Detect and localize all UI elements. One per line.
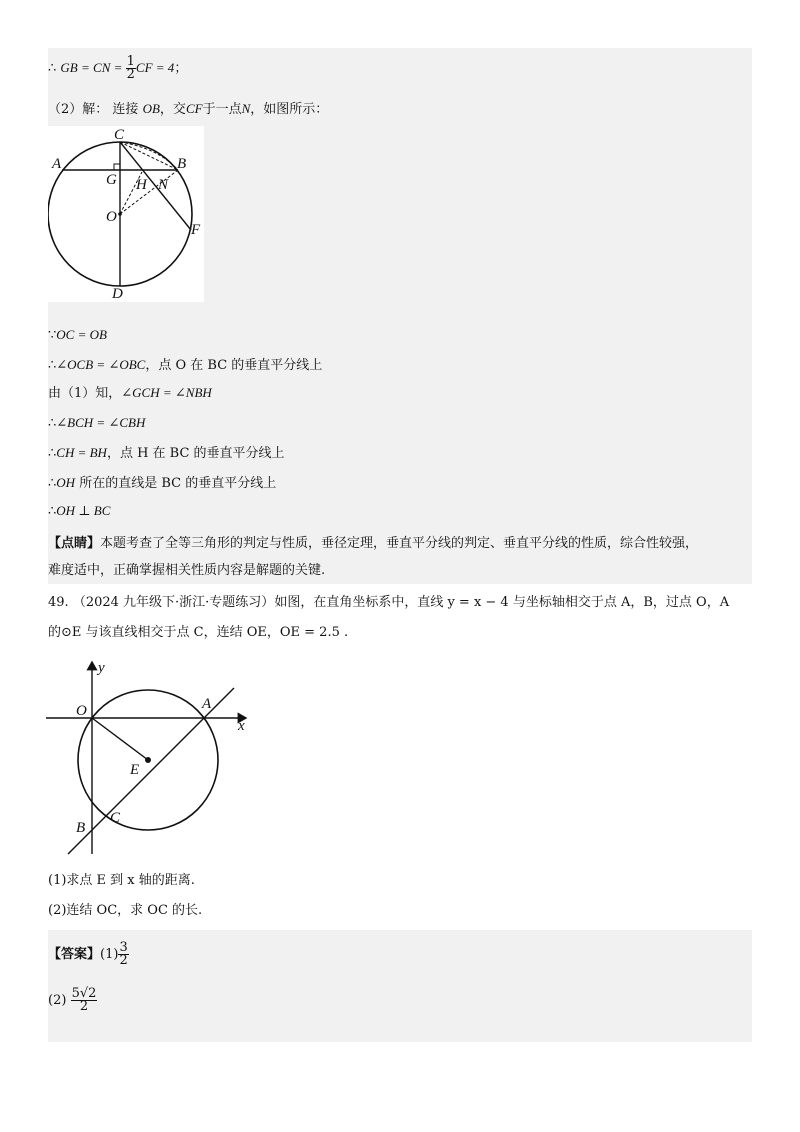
problem-line-1: 49. （2024 九年级下·浙江·专题练习）如图，在直角坐标系中，直线 y = x − 4 与坐标轴相交于点 A，B，过点 O，A bbox=[48, 595, 730, 610]
fig1-label-a: A bbox=[52, 156, 62, 172]
answer-fraction-1: $\frac{3}{2}$ bbox=[119, 940, 128, 968]
geometry-figure-circle bbox=[48, 126, 204, 302]
fig1-label-b: B bbox=[177, 156, 187, 172]
comment-tag: 【点睛】 bbox=[48, 536, 101, 551]
solution-part2-line: （2）解： 连接 OB，交CF于一点N，如图所示： bbox=[48, 101, 329, 117]
fig2-label-e: E bbox=[130, 762, 140, 778]
fig1-label-o: O bbox=[106, 209, 117, 225]
answer-line-2: (2) $\frac{5√2}{2}$ bbox=[48, 986, 97, 1014]
fig2-label-a: A bbox=[202, 696, 212, 712]
eq-left: GB = CN = bbox=[60, 60, 126, 75]
fig1-label-c: C bbox=[114, 127, 125, 143]
fig1-label-g: G bbox=[106, 172, 117, 188]
proof-step-1: ∵OC = OB bbox=[48, 327, 107, 343]
coordinate-figure bbox=[40, 656, 260, 862]
question-1: (1)求点 E 到 x 轴的距离. bbox=[48, 873, 195, 888]
fig2-label-b: B bbox=[76, 820, 86, 836]
problem-number: 49. bbox=[48, 595, 69, 610]
fig1-label-f: F bbox=[191, 222, 201, 238]
comment-line-2: 难度适中，正确掌握相关性质内容是解题的关键. bbox=[48, 563, 326, 578]
proof-step-7: ∴OH ⊥ BC bbox=[48, 503, 111, 519]
fig2-label-y: y bbox=[98, 660, 105, 676]
question-2: (2)连结 OC，求 OC 的长. bbox=[48, 903, 203, 918]
fig1-label-n: N bbox=[158, 177, 169, 193]
answer-block bbox=[48, 930, 752, 1042]
problem-line-2: 的⊙E 与该直线相交于点 C，连结 OE，OE = 2.5 . bbox=[48, 625, 349, 640]
proof-step-3: 由（1）知，∠GCH = ∠NBH bbox=[48, 385, 212, 401]
proof-step-6: ∴OH 所在的直线是 BC 的垂直平分线上 bbox=[48, 475, 277, 491]
answer-line-1: 【答案】(1) $\frac{3}{2}$ bbox=[48, 940, 128, 968]
solution-part1-line: ∴ GB = CN = $\frac{1}{2}$ CF = 4； bbox=[48, 54, 188, 82]
problem-source: （2024 九年级下·浙江·专题练习） bbox=[72, 595, 275, 610]
fig1-label-h: H bbox=[136, 177, 147, 193]
proof-step-5: ∴CH = BH，点 H 在 BC 的垂直平分线上 bbox=[48, 445, 285, 461]
fig2-label-c: C bbox=[110, 810, 121, 826]
proof-step-2: ∴∠OCB = ∠OBC，点 O 在 BC 的垂直平分线上 bbox=[48, 357, 323, 373]
answer-fraction-2: $\frac{5√2}{2}$ bbox=[71, 986, 97, 1014]
fraction-half: $\frac{1}{2}$ bbox=[126, 54, 135, 82]
comment-line-1: 【点睛】本题考查了全等三角形的判定与性质，垂径定理，垂直平分线的判定、垂直平分线的性质，综合性较强， bbox=[48, 536, 699, 551]
fig2-label-o: O bbox=[76, 703, 87, 719]
proof-step-4: ∴∠BCH = ∠CBH bbox=[48, 415, 146, 431]
fig2-label-x: x bbox=[238, 718, 245, 734]
answer-tag: 【答案】 bbox=[48, 947, 101, 962]
fig1-label-d: D bbox=[112, 286, 123, 302]
